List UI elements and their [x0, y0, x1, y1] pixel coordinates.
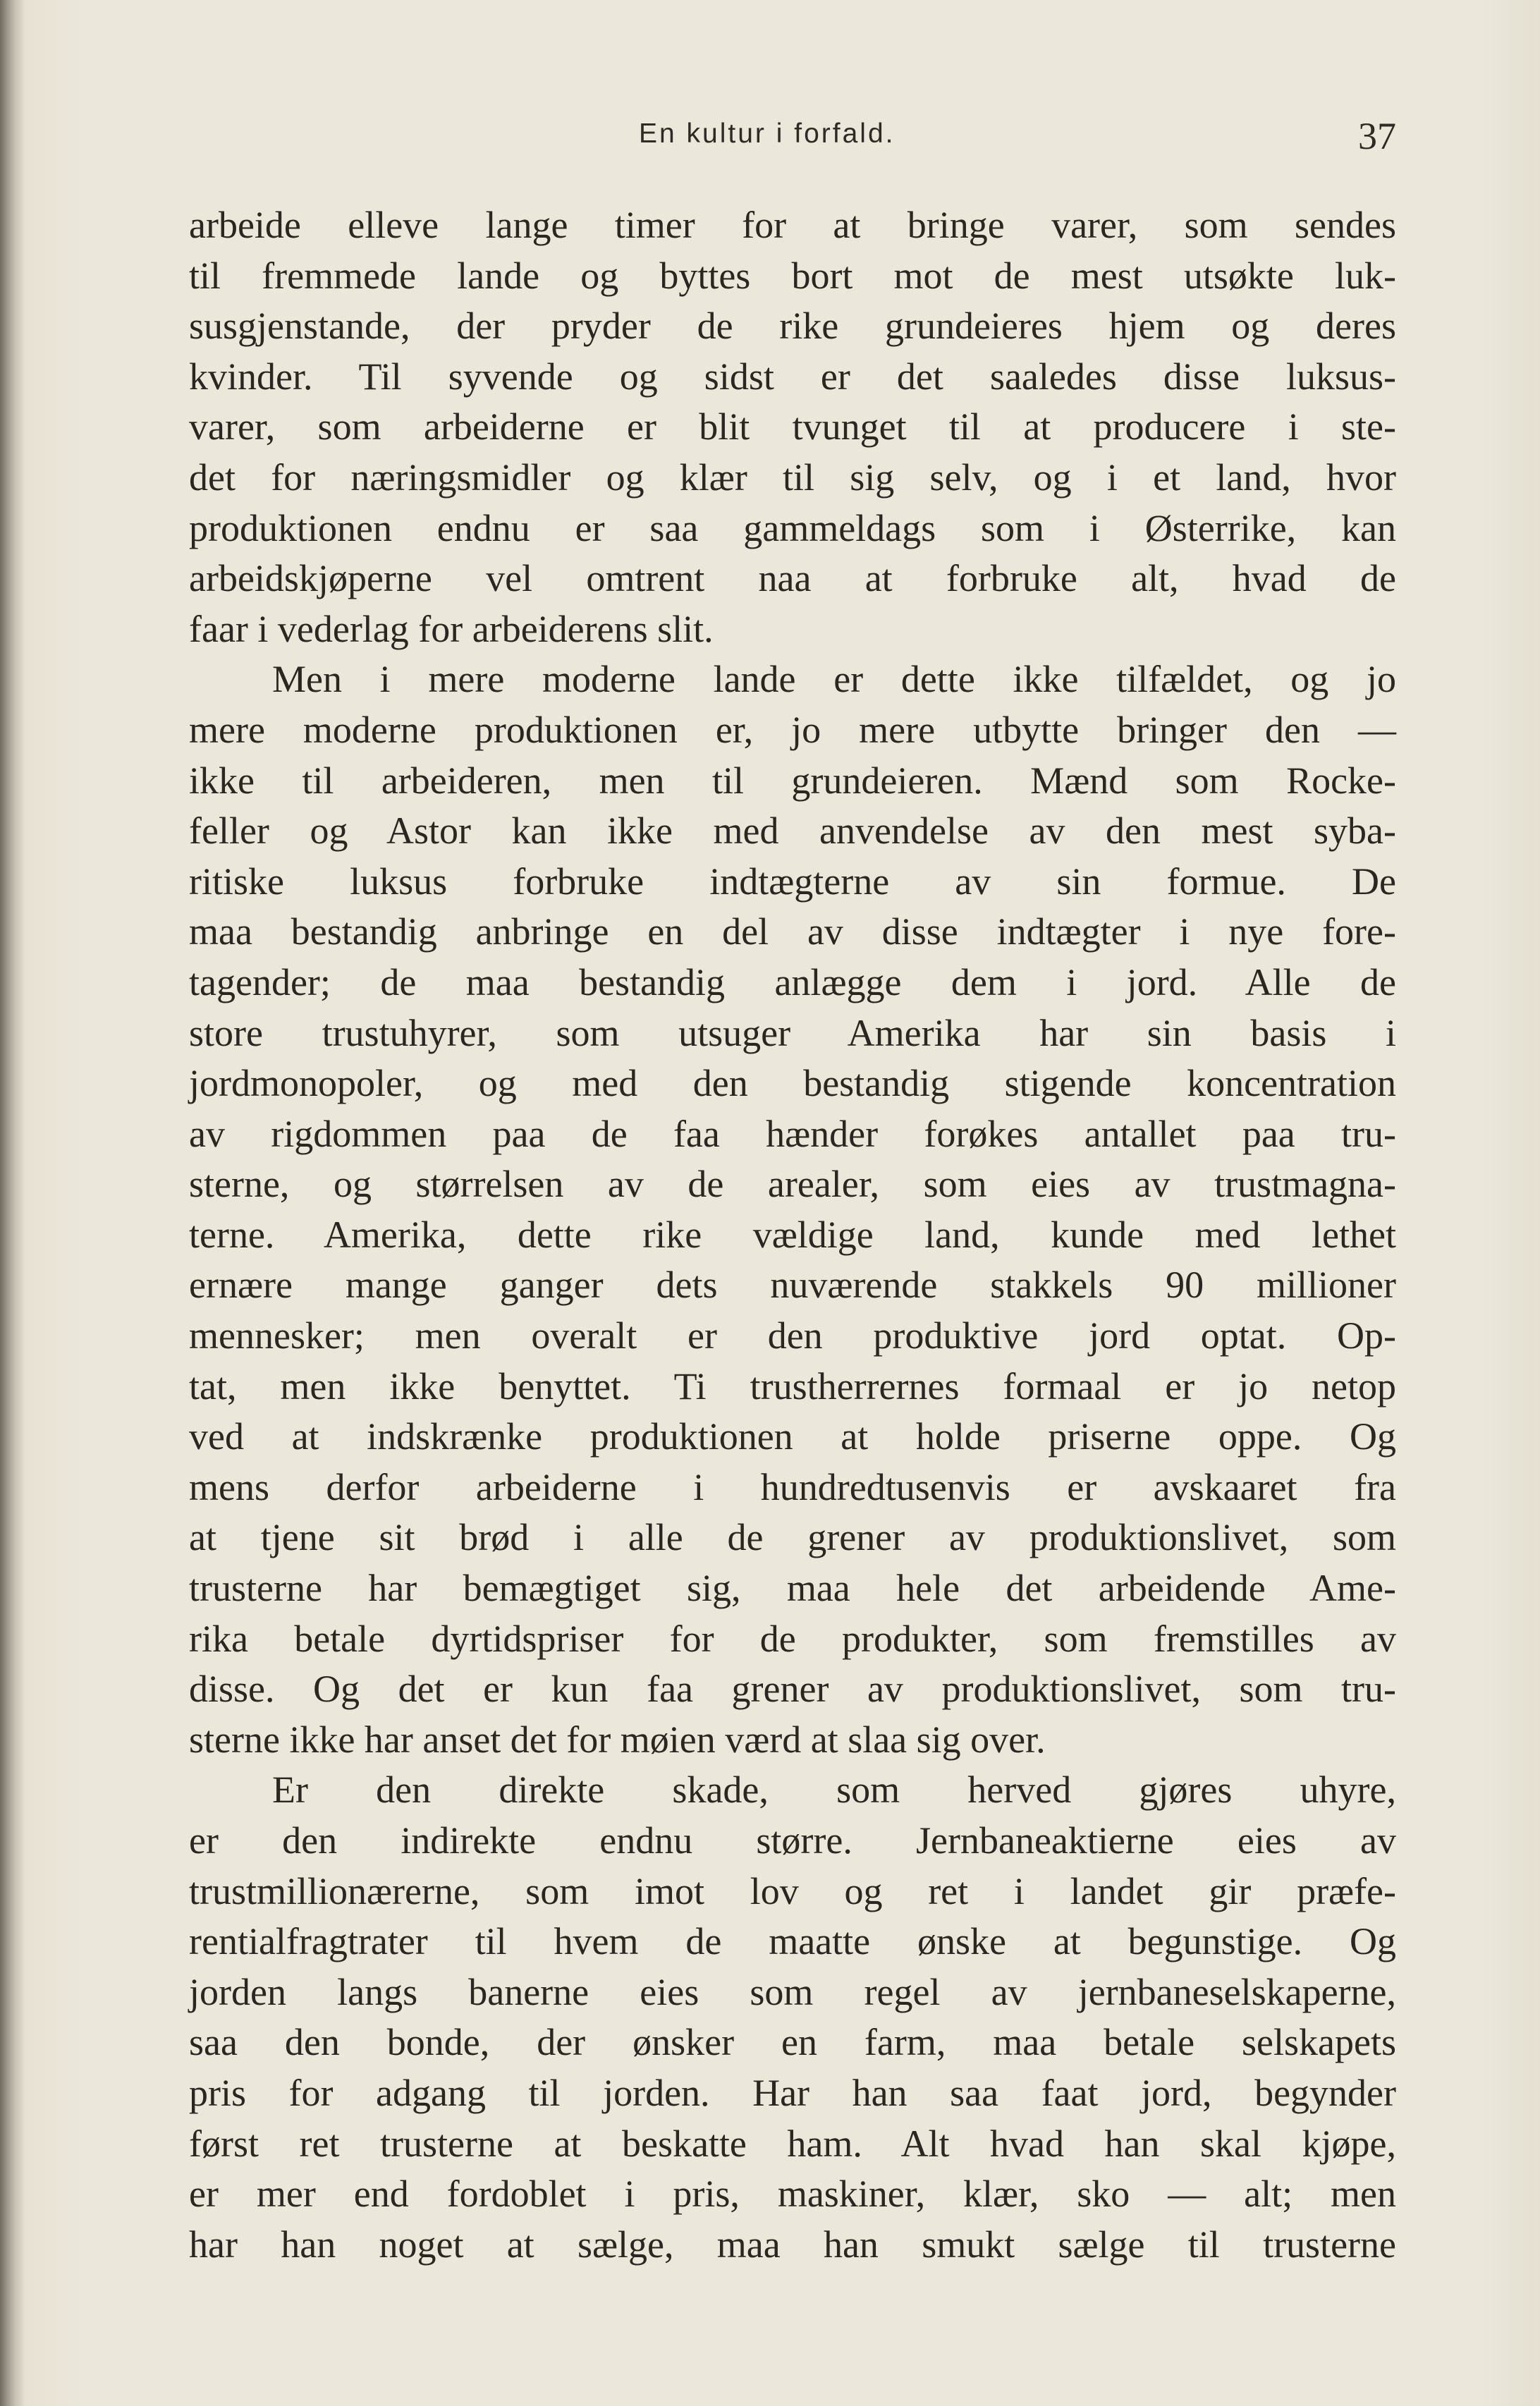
text-line: ikke til arbeideren, men til grundeieren. Mænd som Rocke-	[189, 759, 1396, 802]
book-binding-edge	[0, 0, 24, 2406]
text-line: ved at indskrænke produktionen at holde priserne oppe. Og	[189, 1415, 1396, 1458]
text-line: tagender; de maa bestandig anlægge dem i jord. Alle de	[189, 960, 1396, 1003]
text-line: er mer end fordoblet i pris, maskiner, klær, sko — alt; men	[189, 2173, 1396, 2216]
text-line: sterne, og størrelsen av de arealer, som eies av trustmagna-	[189, 1163, 1396, 1206]
page-number: 37	[1358, 115, 1396, 157]
text-line: susgjenstande, der pryder de rike grundeieres hjem og deres	[189, 305, 1396, 348]
text-line: trustmillionærerne, som imot lov og ret i landet gir præfe-	[189, 1869, 1396, 1912]
text-line: til fremmede lande og byttes bort mot de mest utsøkte luk-	[189, 254, 1396, 297]
text-line: rentialfragtrater til hvem de maatte ønske at begunstige. Og	[189, 1920, 1396, 1963]
body-text	[189, 200, 1396, 2270]
text-line: rika betale dyrtidspriser for de produkter, som fremstilles av	[189, 1617, 1396, 1660]
text-line: pris for adgang til jorden. Har han saa faat jord, begynder	[189, 2071, 1396, 2114]
text-line: av rigdommen paa de faa hænder forøkes antallet paa tru-	[189, 1112, 1396, 1155]
text-line: har han noget at sælge, maa han smukt sælge til trusterne	[189, 2223, 1396, 2266]
text-line: feller og Astor kan ikke med anvendelse av den mest syba-	[189, 810, 1396, 853]
text-line: ritiske luksus forbruke indtægterne av sin formue. De	[189, 860, 1396, 903]
text-line: jorden langs banerne eies som regel av jernbaneselskaperne,	[189, 1970, 1396, 2013]
text-line: først ret trusterne at beskatte ham. Alt hvad han skal kjøpe,	[189, 2122, 1396, 2165]
text-line: jordmonopoler, og med den bestandig stigende koncentration	[189, 1062, 1396, 1105]
text-line: det for næringsmidler og klær til sig selv, og i et land, hvor	[189, 456, 1396, 499]
text-line: sterne ikke har anset det for møien værd at slaa sig over.	[189, 1718, 1046, 1761]
text-line: store trustuhyrer, som utsuger Amerika har sin basis i	[189, 1011, 1396, 1054]
text-line: ernære mange ganger dets nuværende stakkels 90 millioner	[189, 1264, 1396, 1307]
text-line: at tjene sit brød i alle de grener av produktionslivet, som	[189, 1516, 1396, 1559]
text-line: faar i vederlag for arbeiderens slit.	[189, 607, 714, 650]
text-line: er den indirekte endnu større. Jernbaneaktierne eies av	[189, 1819, 1396, 1862]
text-line: trusterne har bemægtiget sig, maa hele det arbeidende Ame-	[189, 1567, 1396, 1610]
text-line: produktionen endnu er saa gammeldags som i Østerrike, kan	[189, 506, 1396, 549]
text-line: arbeide elleve lange timer for at bringe varer, som sendes	[189, 204, 1396, 246]
text-line: saa den bonde, der ønsker en farm, maa betale selskapets	[189, 2021, 1396, 2064]
text-line: arbeidskjøperne vel omtrent naa at forbruke alt, hvad de	[189, 557, 1396, 600]
text-line: mennesker; men overalt er den produktive jord optat. Op-	[189, 1314, 1396, 1357]
text-line: varer, som arbeiderne er blit tvunget til at producere i ste-	[189, 405, 1396, 448]
running-header	[190, 115, 1396, 168]
text-line: terne. Amerika, dette rike vældige land, kunde med lethet	[189, 1213, 1396, 1256]
text-line: Er den direkte skade, som herved gjøres uhyre,	[272, 1769, 1396, 1812]
text-line: Men i mere moderne lande er dette ikke tilfældet, og jo	[272, 658, 1396, 701]
text-line: tat, men ikke benyttet. Ti trustherrernes formaal er jo netop	[189, 1364, 1396, 1407]
text-line: maa bestandig anbringe en del av disse indtægter i nye fore-	[189, 910, 1396, 953]
text-line: kvinder. Til syvende og sidst er det saaledes disse luksus-	[189, 355, 1396, 398]
text-line: disse. Og det er kun faa grener av produktionslivet, som tru-	[189, 1668, 1396, 1711]
text-line: mere moderne produktionen er, jo mere utbytte bringer den —	[189, 708, 1396, 751]
running-title: En kultur i forfald.	[639, 118, 896, 149]
text-line: mens derfor arbeiderne i hundredtusenvis er avskaaret fra	[189, 1465, 1396, 1508]
